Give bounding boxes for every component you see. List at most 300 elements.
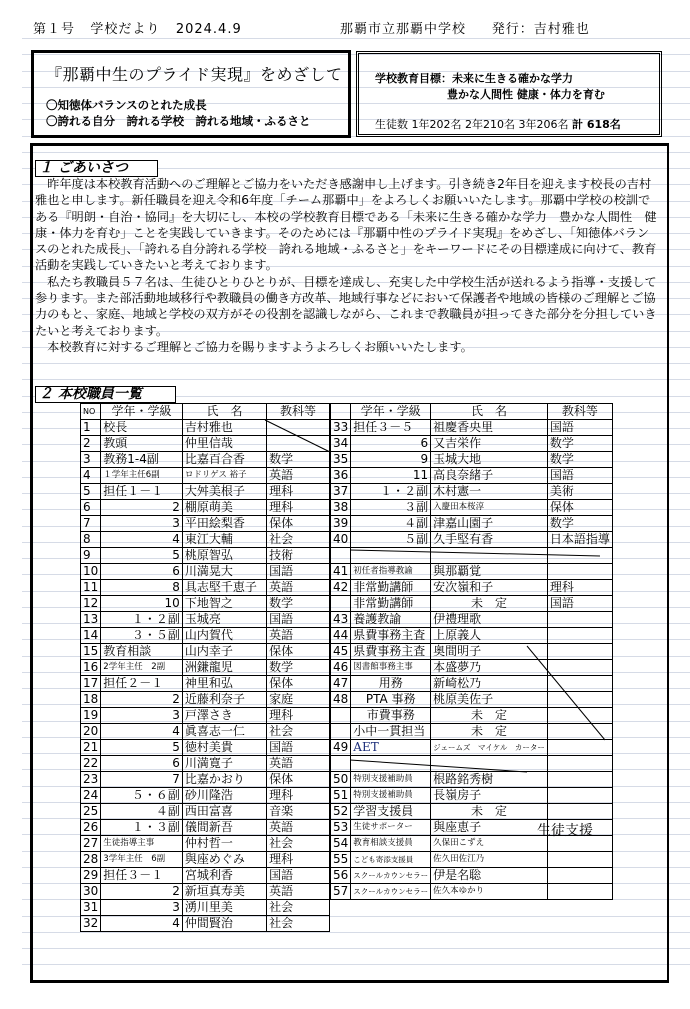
staff-row xyxy=(81,548,330,564)
staff-subject: 保体 xyxy=(547,500,612,516)
staff-row xyxy=(81,692,330,708)
motto-line-2: 〇誇れる自分 誇れる学校 誇れる地域・ふるさと xyxy=(46,114,311,128)
staff-no: 2 xyxy=(81,436,101,452)
staff-no: 44 xyxy=(331,628,351,644)
staff-no: 33 xyxy=(331,420,351,436)
staff-no: 22 xyxy=(81,756,101,772)
staff-subject: 保体 xyxy=(267,676,330,692)
staff-no: 43 xyxy=(331,612,351,628)
greeting-paragraph-3: 本校教育に対するご理解とご協力を賜りますようよろしくお願いいたします。 xyxy=(35,339,473,354)
staff-subject: 国語 xyxy=(267,740,330,756)
staff-name xyxy=(431,756,548,772)
staff-no: 12 xyxy=(81,596,101,612)
staff-no: 29 xyxy=(81,868,101,884)
staff-no: 19 xyxy=(81,708,101,724)
staff-subject: 国語 xyxy=(547,596,612,612)
staff-no: 32 xyxy=(81,916,101,932)
staff-subject: 家庭 xyxy=(267,692,330,708)
staff-class: 非常勤講師 xyxy=(351,596,431,612)
staff-name: 長嶺房子 xyxy=(431,788,548,804)
staff-name: 久手堅有香 xyxy=(431,532,548,548)
staff-row xyxy=(81,612,330,628)
staff-class: ３・５副 xyxy=(101,628,183,644)
staff-no: 5 xyxy=(81,484,101,500)
staff-name: 仲間賢治 xyxy=(182,916,266,932)
staff-class: 2 xyxy=(101,692,183,708)
staff-no: 15 xyxy=(81,644,101,660)
staff-row xyxy=(81,836,330,852)
staff-subject: 社会 xyxy=(267,916,330,932)
staff-no: 53 xyxy=(331,820,351,836)
staff-no xyxy=(331,548,351,564)
staff-subject: 理科 xyxy=(267,788,330,804)
staff-subject xyxy=(547,788,612,804)
staff-class: 非常勤講師 xyxy=(351,580,431,596)
staff-class: 教育相談支援員 xyxy=(351,836,431,852)
staff-name: 徳村美貴 xyxy=(182,740,266,756)
staff-no: 49 xyxy=(331,740,351,756)
staff-name: 川満晃大 xyxy=(182,564,266,580)
staff-table-header xyxy=(331,404,613,420)
student-count xyxy=(375,116,621,132)
staff-subject: 日本語指導 xyxy=(547,532,612,548)
staff-subject xyxy=(547,708,612,724)
staff-subject: 音楽 xyxy=(267,804,330,820)
staff-no: 51 xyxy=(331,788,351,804)
staff-row xyxy=(331,516,613,532)
staff-name: 木村憲一 xyxy=(431,484,548,500)
staff-class: 担任３－５ xyxy=(351,420,431,436)
staff-row xyxy=(81,580,330,596)
staff-class: 養護教諭 xyxy=(351,612,431,628)
staff-subject xyxy=(547,868,612,884)
staff-row xyxy=(331,676,613,692)
staff-no: 16 xyxy=(81,660,101,676)
staff-class: PTA 事務 xyxy=(351,692,431,708)
staff-no: 7 xyxy=(81,516,101,532)
staff-name: 洲鎌龍児 xyxy=(182,660,266,676)
staff-no: 28 xyxy=(81,852,101,868)
staff-name: 佐久田佐江乃 xyxy=(431,852,548,868)
staff-subject: 国語 xyxy=(267,564,330,580)
newsletter-title: 学校だより xyxy=(90,22,161,37)
staff-row xyxy=(81,644,330,660)
staff-subject xyxy=(547,772,612,788)
greeting-paragraph-2: 私たち教職員５７名は、生徒ひとりひとりが、目標を達成し、充実した中学校生活が送れるよう指導・支援して参ります。また部活動地域移行や教職員の働き方改革、地域行事などにおいて保護者や地域の皆様のご理解とご協力のもと、家庭、地域と学校の双方がその役割を認識しながら、これまで教職員が担ってきた部分を分担していきたいと考えております。 xyxy=(35,274,657,338)
staff-name: 新崎松乃 xyxy=(431,676,548,692)
staff-no: 38 xyxy=(331,500,351,516)
staff-class: 校長 xyxy=(101,420,183,436)
staff-class: 4 xyxy=(101,532,183,548)
goal-line-1: 学校教育目標：未来に生きる確かな学力 xyxy=(375,72,573,85)
issue-date: 2024.4.9 xyxy=(175,22,242,37)
staff-row xyxy=(331,596,613,612)
staff-subject: 保体 xyxy=(267,772,330,788)
column-header-class: 学年・学級 xyxy=(351,404,431,420)
staff-class: 教務1-4副 xyxy=(101,452,183,468)
staff-no: 25 xyxy=(81,804,101,820)
staff-name: 棚原萌美 xyxy=(182,500,266,516)
staff-row xyxy=(81,468,330,484)
staff-name: 玉城大地 xyxy=(431,452,548,468)
staff-row xyxy=(331,532,613,548)
staff-row xyxy=(81,484,330,500)
staff-subject xyxy=(547,628,612,644)
staff-name: 久保田こずえ xyxy=(431,836,548,852)
staff-name: 未 定 xyxy=(431,724,548,740)
staff-no: 56 xyxy=(331,868,351,884)
staff-name: 下地智之 xyxy=(182,596,266,612)
staff-class: 生徒サポーター xyxy=(351,820,431,836)
staff-class: ４副 xyxy=(351,516,431,532)
staff-no: 24 xyxy=(81,788,101,804)
staff-no: 40 xyxy=(331,532,351,548)
staff-name: 伊禮理歌 xyxy=(431,612,548,628)
staff-no: 30 xyxy=(81,884,101,900)
staff-no: 17 xyxy=(81,676,101,692)
staff-row xyxy=(81,820,330,836)
staff-row xyxy=(331,612,613,628)
staff-no: 55 xyxy=(331,852,351,868)
section-staff-title: ２ 本校職員一覧 xyxy=(35,386,176,403)
staff-subject: 国語 xyxy=(547,468,612,484)
staff-class: 8 xyxy=(101,580,183,596)
staff-row xyxy=(81,900,330,916)
staff-no: 10 xyxy=(81,564,101,580)
staff-subject xyxy=(547,564,612,580)
staff-name: 西田富喜 xyxy=(182,804,266,820)
staff-class: 2学年主任 2副 xyxy=(101,660,183,676)
staff-subject: 社会 xyxy=(267,836,330,852)
ruled-line xyxy=(22,38,690,39)
staff-class: 教育相談 xyxy=(101,644,183,660)
staff-name: 大舛美根子 xyxy=(182,484,266,500)
staff-class: 4 xyxy=(101,916,183,932)
staff-row xyxy=(81,420,330,436)
staff-no: 39 xyxy=(331,516,351,532)
motto-box xyxy=(31,50,351,138)
staff-subject xyxy=(547,692,612,708)
goal-line-2: 豊かな人間性 健康・体力を育む xyxy=(447,88,605,101)
staff-class: 特別支援補助員 xyxy=(351,788,431,804)
staff-row xyxy=(331,852,613,868)
staff-class: 11 xyxy=(351,468,431,484)
staff-subject: 数学 xyxy=(547,452,612,468)
staff-name: 宮城利香 xyxy=(182,868,266,884)
staff-row xyxy=(81,500,330,516)
staff-name: 桃原美佐子 xyxy=(431,692,548,708)
staff-row xyxy=(81,756,330,772)
staff-class xyxy=(351,548,431,564)
publisher-header xyxy=(340,18,590,37)
section-greeting-title: １ ごあいさつ xyxy=(35,160,158,177)
staff-no xyxy=(331,596,351,612)
staff-class: 9 xyxy=(351,452,431,468)
staff-class: 3 xyxy=(101,516,183,532)
staff-class: AET xyxy=(351,740,431,756)
staff-no: 52 xyxy=(331,804,351,820)
staff-name: 入慶田本桜淳 xyxy=(431,500,548,516)
staff-subject: 美術 xyxy=(547,484,612,500)
staff-class: 6 xyxy=(101,756,183,772)
staff-subject xyxy=(547,676,612,692)
staff-subject: 数学 xyxy=(267,452,330,468)
staff-subject: 数学 xyxy=(547,436,612,452)
staff-class: 6 xyxy=(101,564,183,580)
staff-row xyxy=(81,628,330,644)
staff-class: 特別支援補助員 xyxy=(351,772,431,788)
staff-no: 9 xyxy=(81,548,101,564)
staff-subject xyxy=(547,756,612,772)
staff-row xyxy=(81,564,330,580)
staff-subject xyxy=(547,644,612,660)
staff-no: 8 xyxy=(81,532,101,548)
staff-subject: 社会 xyxy=(267,724,330,740)
staff-class: 10 xyxy=(101,596,183,612)
staff-row xyxy=(331,884,613,900)
student-total: 計 618名 xyxy=(571,118,621,131)
staff-no: 37 xyxy=(331,484,351,500)
staff-name: 新垣真寿美 xyxy=(182,884,266,900)
staff-name: 津嘉山園子 xyxy=(431,516,548,532)
staff-name: 奥間明子 xyxy=(431,644,548,660)
staff-subject: 社会 xyxy=(267,532,330,548)
staff-name: 未 定 xyxy=(431,596,548,612)
staff-name: 與那覇覚 xyxy=(431,564,548,580)
staff-subject xyxy=(267,420,330,436)
staff-subject: 理科 xyxy=(267,852,330,868)
staff-name: 本盛夢乃 xyxy=(431,660,548,676)
staff-subject: 英語 xyxy=(267,756,330,772)
staff-no: 47 xyxy=(331,676,351,692)
staff-no: 14 xyxy=(81,628,101,644)
column-header-name: 氏 名 xyxy=(182,404,266,420)
staff-row xyxy=(81,708,330,724)
staff-subject: 理科 xyxy=(267,500,330,516)
staff-table-header xyxy=(81,404,330,420)
staff-row xyxy=(331,564,613,580)
staff-name xyxy=(431,548,548,564)
staff-name: 未 定 xyxy=(431,708,548,724)
staff-row xyxy=(81,916,330,932)
staff-subject xyxy=(547,884,612,900)
staff-row xyxy=(81,436,330,452)
staff-row xyxy=(331,788,613,804)
staff-row xyxy=(331,708,613,724)
staff-no: 26 xyxy=(81,820,101,836)
staff-row xyxy=(331,420,613,436)
staff-name: 近藤利奈子 xyxy=(182,692,266,708)
staff-no: 57 xyxy=(331,884,351,900)
staff-name: 山内賀代 xyxy=(182,628,266,644)
staff-row xyxy=(81,804,330,820)
staff-row xyxy=(331,500,613,516)
staff-row xyxy=(331,644,613,660)
staff-no: 20 xyxy=(81,724,101,740)
staff-row xyxy=(81,676,330,692)
staff-subject: 理科 xyxy=(547,580,612,596)
staff-name: 砂川隆浩 xyxy=(182,788,266,804)
staff-row xyxy=(81,660,330,676)
issue-number: 第１号 xyxy=(33,22,76,37)
staff-class: 図書館事務主事 xyxy=(351,660,431,676)
staff-no: 3 xyxy=(81,452,101,468)
staff-row xyxy=(331,772,613,788)
staff-subject xyxy=(547,740,612,756)
staff-name: 上原義人 xyxy=(431,628,548,644)
staff-subject: 国語 xyxy=(267,868,330,884)
column-header-no xyxy=(331,404,351,420)
staff-name: 未 定 xyxy=(431,804,548,820)
staff-subject xyxy=(547,852,612,868)
staff-subject: 英語 xyxy=(267,580,330,596)
staff-class: ５副 xyxy=(351,532,431,548)
staff-subject xyxy=(547,804,612,820)
staff-name: 高良奈緒子 xyxy=(431,468,548,484)
staff-row xyxy=(331,868,613,884)
publisher: 発行：吉村雅也 xyxy=(491,22,590,37)
staff-subject: 数学 xyxy=(267,596,330,612)
staff-class: スクールカウンセラー xyxy=(351,868,431,884)
staff-row xyxy=(81,788,330,804)
staff-name: 神里和弘 xyxy=(182,676,266,692)
school-name: 那覇市立那覇中学校 xyxy=(340,22,467,37)
staff-name: 戸澤さき xyxy=(182,708,266,724)
staff-row xyxy=(81,868,330,884)
motto-line-1: 〇知徳体バランスのとれた成長 xyxy=(46,98,207,112)
staff-subject: 社会 xyxy=(267,900,330,916)
staff-class: 7 xyxy=(101,772,183,788)
staff-no: 34 xyxy=(331,436,351,452)
staff-class: 教頭 xyxy=(101,436,183,452)
staff-class: 初任者指導教諭 xyxy=(351,564,431,580)
staff-no xyxy=(331,756,351,772)
staff-class: 3 xyxy=(101,900,183,916)
staff-name: 與座めぐみ xyxy=(182,852,266,868)
staff-class: 生徒指導主事 xyxy=(101,836,183,852)
staff-row xyxy=(331,692,613,708)
staff-table-left xyxy=(80,403,330,932)
staff-row xyxy=(81,772,330,788)
staff-no: 13 xyxy=(81,612,101,628)
staff-no: 6 xyxy=(81,500,101,516)
staff-class: ４副 xyxy=(101,804,183,820)
staff-name: 東江大輔 xyxy=(182,532,266,548)
staff-row xyxy=(81,852,330,868)
staff-name: 根路銘秀樹 xyxy=(431,772,548,788)
staff-no: 35 xyxy=(331,452,351,468)
staff-class: １・３副 xyxy=(101,820,183,836)
staff-subject: 国語 xyxy=(267,612,330,628)
staff-no: 54 xyxy=(331,836,351,852)
motto-title: 『那覇中生のプライド実現』をめざして xyxy=(46,65,343,84)
staff-class: 小中一貫担当 xyxy=(351,724,431,740)
staff-name: 儀間新吾 xyxy=(182,820,266,836)
staff-name: 平田絵梨香 xyxy=(182,516,266,532)
staff-class: 担任３－１ xyxy=(101,868,183,884)
staff-row xyxy=(81,884,330,900)
column-header-class: 学年・学級 xyxy=(101,404,183,420)
staff-row xyxy=(331,740,613,756)
staff-subject: 数学 xyxy=(267,660,330,676)
staff-name: 吉村雅也 xyxy=(182,420,266,436)
staff-no: 48 xyxy=(331,692,351,708)
staff-name: 仲村哲一 xyxy=(182,836,266,852)
staff-subject xyxy=(547,724,612,740)
staff-no: 36 xyxy=(331,468,351,484)
staff-subject: 国語 xyxy=(547,420,612,436)
staff-no: 50 xyxy=(331,772,351,788)
staff-class: ５・６副 xyxy=(101,788,183,804)
staff-row xyxy=(331,580,613,596)
student-count-by-grade: 生徒数 1年202名 2年210名 3年206名 xyxy=(375,118,569,131)
staff-name: 仲里信哉 xyxy=(182,436,266,452)
staff-no: 1 xyxy=(81,420,101,436)
staff-class: こども寄添支援員 xyxy=(351,852,431,868)
staff-row xyxy=(81,596,330,612)
staff-no: 4 xyxy=(81,468,101,484)
staff-no: 11 xyxy=(81,580,101,596)
staff-subject: 英語 xyxy=(267,628,330,644)
staff-no xyxy=(331,724,351,740)
staff-name: 玉城亮 xyxy=(182,612,266,628)
staff-class: 県費事務主査 xyxy=(351,644,431,660)
staff-name: 川満寛子 xyxy=(182,756,266,772)
staff-no: 27 xyxy=(81,836,101,852)
staff-subject xyxy=(547,612,612,628)
staff-subject xyxy=(267,436,330,452)
staff-subject: 英語 xyxy=(267,884,330,900)
staff-row xyxy=(81,724,330,740)
staff-name: 安次嶺和子 xyxy=(431,580,548,596)
staff-name: ロドリゲス 裕子 xyxy=(182,468,266,484)
staff-no: 31 xyxy=(81,900,101,916)
staff-row xyxy=(331,436,613,452)
staff-class: 市費事務 xyxy=(351,708,431,724)
staff-name: 湧川里美 xyxy=(182,900,266,916)
staff-class: 担任１－１ xyxy=(101,484,183,500)
staff-class: ３副 xyxy=(351,500,431,516)
staff-class: 5 xyxy=(101,548,183,564)
staff-row xyxy=(331,660,613,676)
staff-class: 3学年主任 6副 xyxy=(101,852,183,868)
column-header-name: 氏 名 xyxy=(431,404,548,420)
staff-class: １・２副 xyxy=(351,484,431,500)
staff-class xyxy=(351,756,431,772)
staff-subject: 英語 xyxy=(267,820,330,836)
issue-header xyxy=(33,18,242,37)
staff-subject: 英語 xyxy=(267,468,330,484)
staff-name: 比嘉かおり xyxy=(182,772,266,788)
staff-row xyxy=(81,452,330,468)
staff-class: 3 xyxy=(101,708,183,724)
staff-name: 又吉栄作 xyxy=(431,436,548,452)
staff-no: 45 xyxy=(331,644,351,660)
staff-no: 23 xyxy=(81,772,101,788)
staff-no: 21 xyxy=(81,740,101,756)
staff-class: 2 xyxy=(101,884,183,900)
staff-class: 学習支援員 xyxy=(351,804,431,820)
staff-class: 用務 xyxy=(351,676,431,692)
staff-class: 県費事務主査 xyxy=(351,628,431,644)
column-header-subject: 教科等 xyxy=(547,404,612,420)
staff-class: １・２副 xyxy=(101,612,183,628)
staff-row xyxy=(81,516,330,532)
staff-name: 桃原智弘 xyxy=(182,548,266,564)
staff-name: ジェームズ マイケル カーター xyxy=(431,740,548,756)
staff-class: スクールカウンセラー xyxy=(351,884,431,900)
staff-class: 6 xyxy=(351,436,431,452)
